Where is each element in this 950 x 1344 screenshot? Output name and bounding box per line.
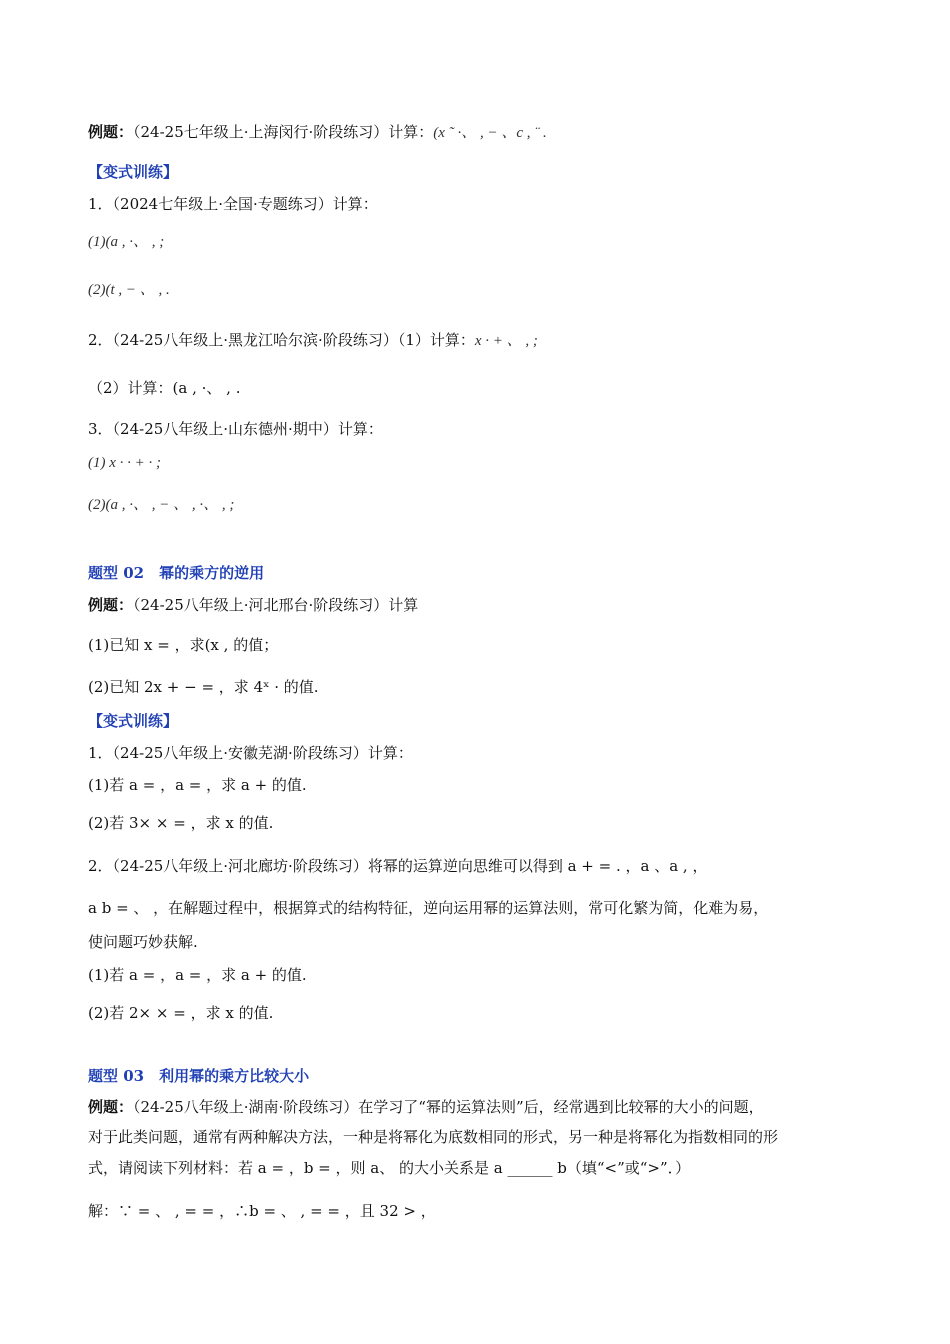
section-title-03: 题型 03 利用幂的乘方比较大小 (88, 1067, 310, 1085)
question-1: 1．（2024七年级上·全国·专题练习）计算： (88, 195, 378, 213)
question-1-part-2: (2)(t , − 、 , . (88, 282, 170, 298)
variant-training-label-2: 【变式训练】 (88, 712, 179, 730)
example-3-line-3: 式，请阅读下列材料：若 a = ，b = ，则 a、 的大小关系是 a ______ b（填“<”或“>”．） (88, 1159, 691, 1177)
s2-question-1-part-1: (1)若 a = ，a = ，求 a + 的值. (88, 776, 307, 794)
question-3-part-2: (2)(a , ·、 , − 、 , ·、 , ; (88, 497, 235, 513)
example-3-line-2: 对于此类问题，通常有两种解决方法，一种是将幂化为底数相同的形式，另一种是将幂化为指数相同的形 (88, 1128, 779, 1146)
example-label: 例题： (88, 123, 134, 141)
question-3-part-1: (1) x · · + · ; (88, 455, 162, 471)
question-2-text: 2．（24-25八年级上·黑龙江哈尔滨·阶段练习）（1）计算： (88, 331, 475, 349)
example-math: (x ˜ ·、 , − 、c , ¨ . (433, 125, 547, 141)
example-text-3: （24-25八年级上·湖南·阶段练习）在学习了“幂的运算法则”后，经常遇到比较幂的大小的问题， (133, 1098, 764, 1116)
question-3: 3．（24-25八年级上·山东德州·期中）计算： (88, 420, 383, 438)
s2-question-2-cont2: 使问题巧妙获解. (88, 933, 198, 951)
example-line-2 (88, 595, 418, 615)
example-line-3 (88, 1097, 764, 1117)
s2-question-1-part-2: (2)若 3× × = ，求 x 的值. (88, 814, 274, 832)
question-1-part-1: (1)(a , ·、 , ; (88, 234, 165, 250)
s2-question-2: 2．（24-25八年级上·河北廊坊·阶段练习）将幂的运算逆向思维可以得到 a + = . ，a 、a , ， (88, 857, 708, 875)
example-2-part-2: (2)已知 2x + − = ，求 4ˣ · 的值. (88, 678, 319, 696)
s2-question-1: 1．（24-25八年级上·安徽芜湖·阶段练习）计算： (88, 744, 413, 762)
s2-question-2-part-1: (1)若 a = ，a = ，求 a + 的值. (88, 966, 307, 984)
example-3-solution: 解：∵ = 、 , = = ，∴b = 、 , = = ，且 32 > ， (88, 1202, 436, 1220)
example-2-part-1: (1)已知 x = ，求(x , 的值； (88, 636, 279, 654)
section-title-02: 题型 02 幂的乘方的逆用 (88, 564, 265, 582)
variant-training-label: 【变式训练】 (88, 163, 179, 181)
example-label-3: 例题： (88, 1098, 134, 1116)
question-2-math: x · + 、 , ; (474, 333, 538, 349)
example-text-2: （24-25八年级上·河北邢台·阶段练习）计算 (133, 596, 419, 614)
example-label-2: 例题： (88, 596, 134, 614)
s2-question-2-cont: a b = 、 ，在解题过程中，根据算式的结构特征，逆向运用幂的运算法则，常可化繁为简，化难为易， (88, 899, 769, 917)
question-2-part-2: （2）计算：(a , ·、 , . (88, 379, 241, 397)
question-2 (88, 330, 538, 351)
example-text: （24-25七年级上·上海闵行·阶段练习）计算： (133, 123, 434, 141)
example-line (88, 122, 547, 143)
s2-question-2-part-2: (2)若 2× × = ，求 x 的值. (88, 1004, 274, 1022)
